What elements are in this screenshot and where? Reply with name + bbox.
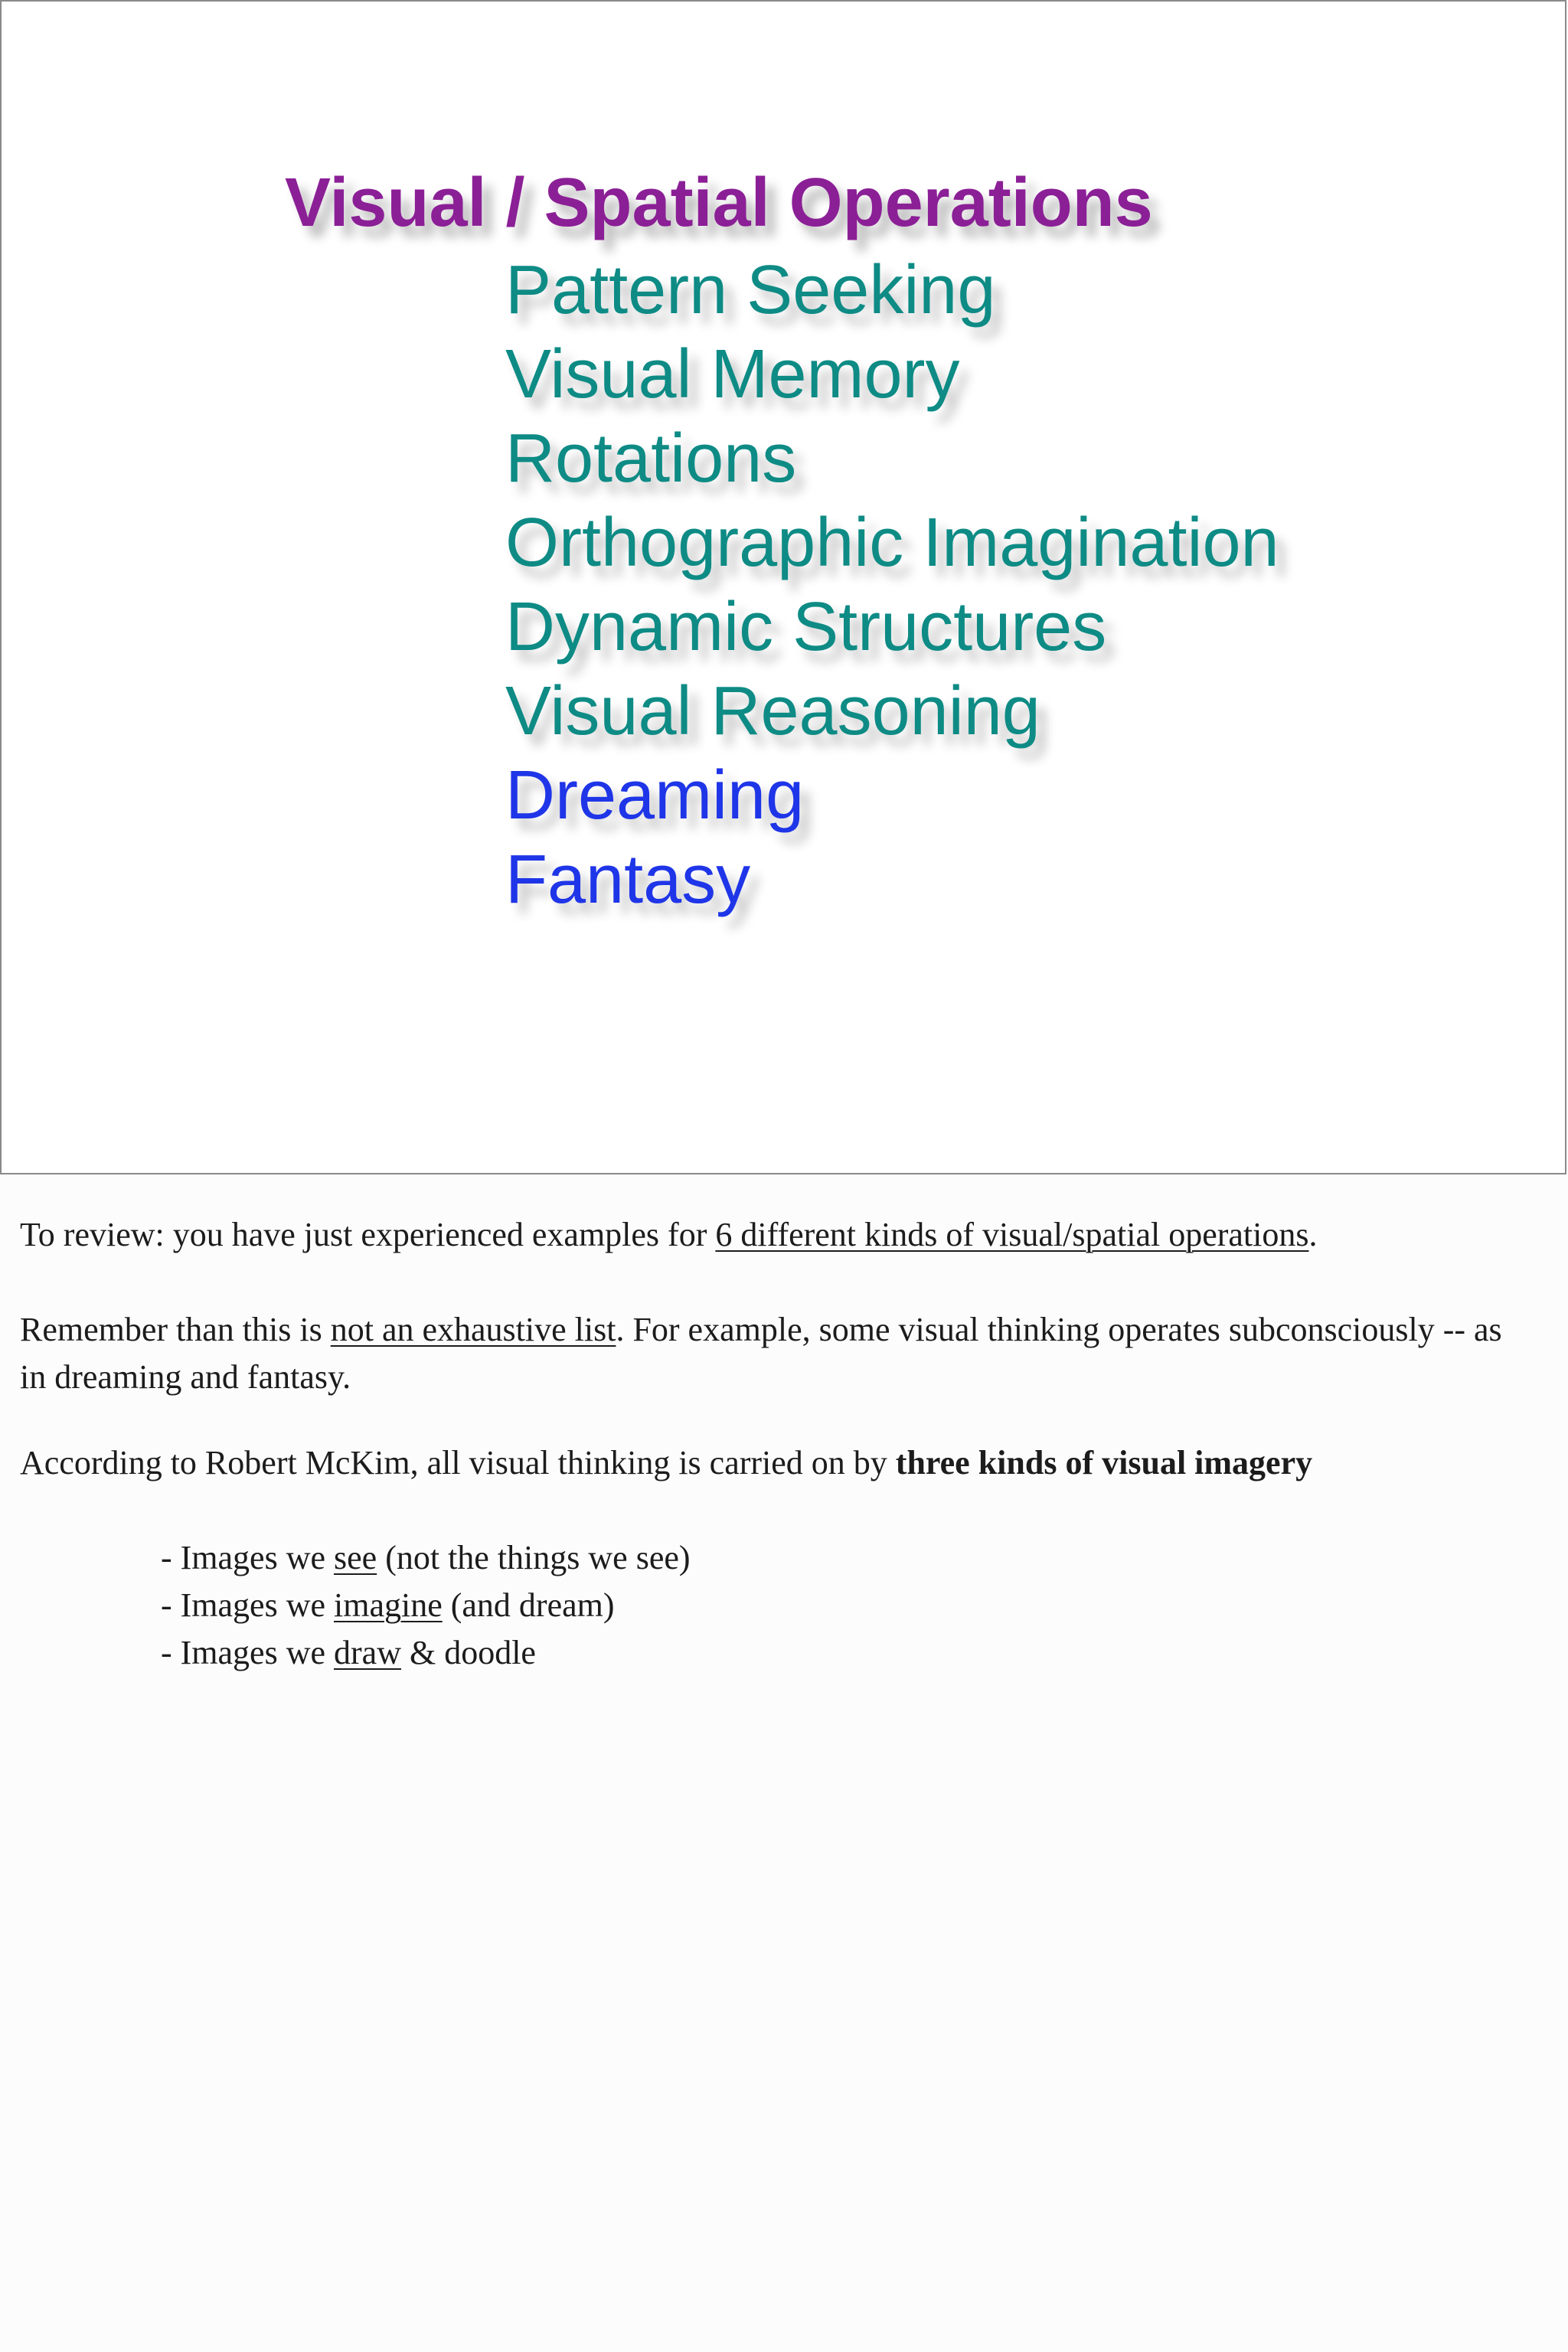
notes-paragraph-remember (20, 1306, 1521, 1401)
imagery-item (161, 1582, 1521, 1629)
imagery-prefix: - Images we (161, 1634, 335, 1671)
notes-text: To review: you have just experienced examples for (20, 1216, 716, 1253)
imagery-keyword: see (334, 1539, 377, 1576)
imagery-prefix: - Images we (161, 1539, 335, 1576)
notes-paragraph-mckim (20, 1439, 1521, 1487)
imagery-suffix: (not the things we see) (377, 1539, 691, 1576)
operation-item: Orthographic Imagination (505, 505, 1279, 581)
imagery-item (161, 1534, 1521, 1582)
notes-underlined-phrase: 6 different kinds of visual/spatial operations (715, 1216, 1309, 1253)
operations-list (505, 248, 1279, 922)
imagery-keyword: imagine (334, 1586, 443, 1624)
operation-item: Dreaming (505, 757, 805, 834)
imagery-suffix: (and dream) (442, 1586, 615, 1624)
notes-text: . For example, some visual thinking operates subconsciously -- as in dreaming and fantasy. (20, 1311, 1502, 1396)
operation-item: Rotations (505, 420, 797, 497)
speaker-notes (20, 1211, 1521, 1677)
operation-item: Visual Memory (505, 336, 960, 413)
notes-underlined-phrase: not an exhaustive list (330, 1311, 616, 1348)
imagery-prefix: - Images we (161, 1586, 335, 1624)
operation-item: Dynamic Structures (505, 589, 1107, 665)
imagery-list (20, 1534, 1521, 1677)
imagery-suffix: & doodle (400, 1634, 536, 1671)
slide-frame (0, 0, 1566, 1174)
imagery-item (161, 1629, 1521, 1677)
notes-text: Remember than this is (20, 1311, 331, 1348)
slide-title: Visual / Spatial Operations (285, 165, 1153, 241)
notes-text: . (1308, 1216, 1318, 1253)
notes-text: According to Robert McKim, all visual thinking is carried on by (20, 1444, 896, 1481)
operation-item: Fantasy (505, 841, 751, 918)
imagery-keyword: draw (334, 1634, 401, 1671)
operation-item: Pattern Seeking (505, 252, 996, 328)
notes-bold-phrase: three kinds of visual imagery (895, 1444, 1313, 1481)
operation-item: Visual Reasoning (505, 673, 1040, 750)
notes-paragraph-review (20, 1211, 1521, 1259)
